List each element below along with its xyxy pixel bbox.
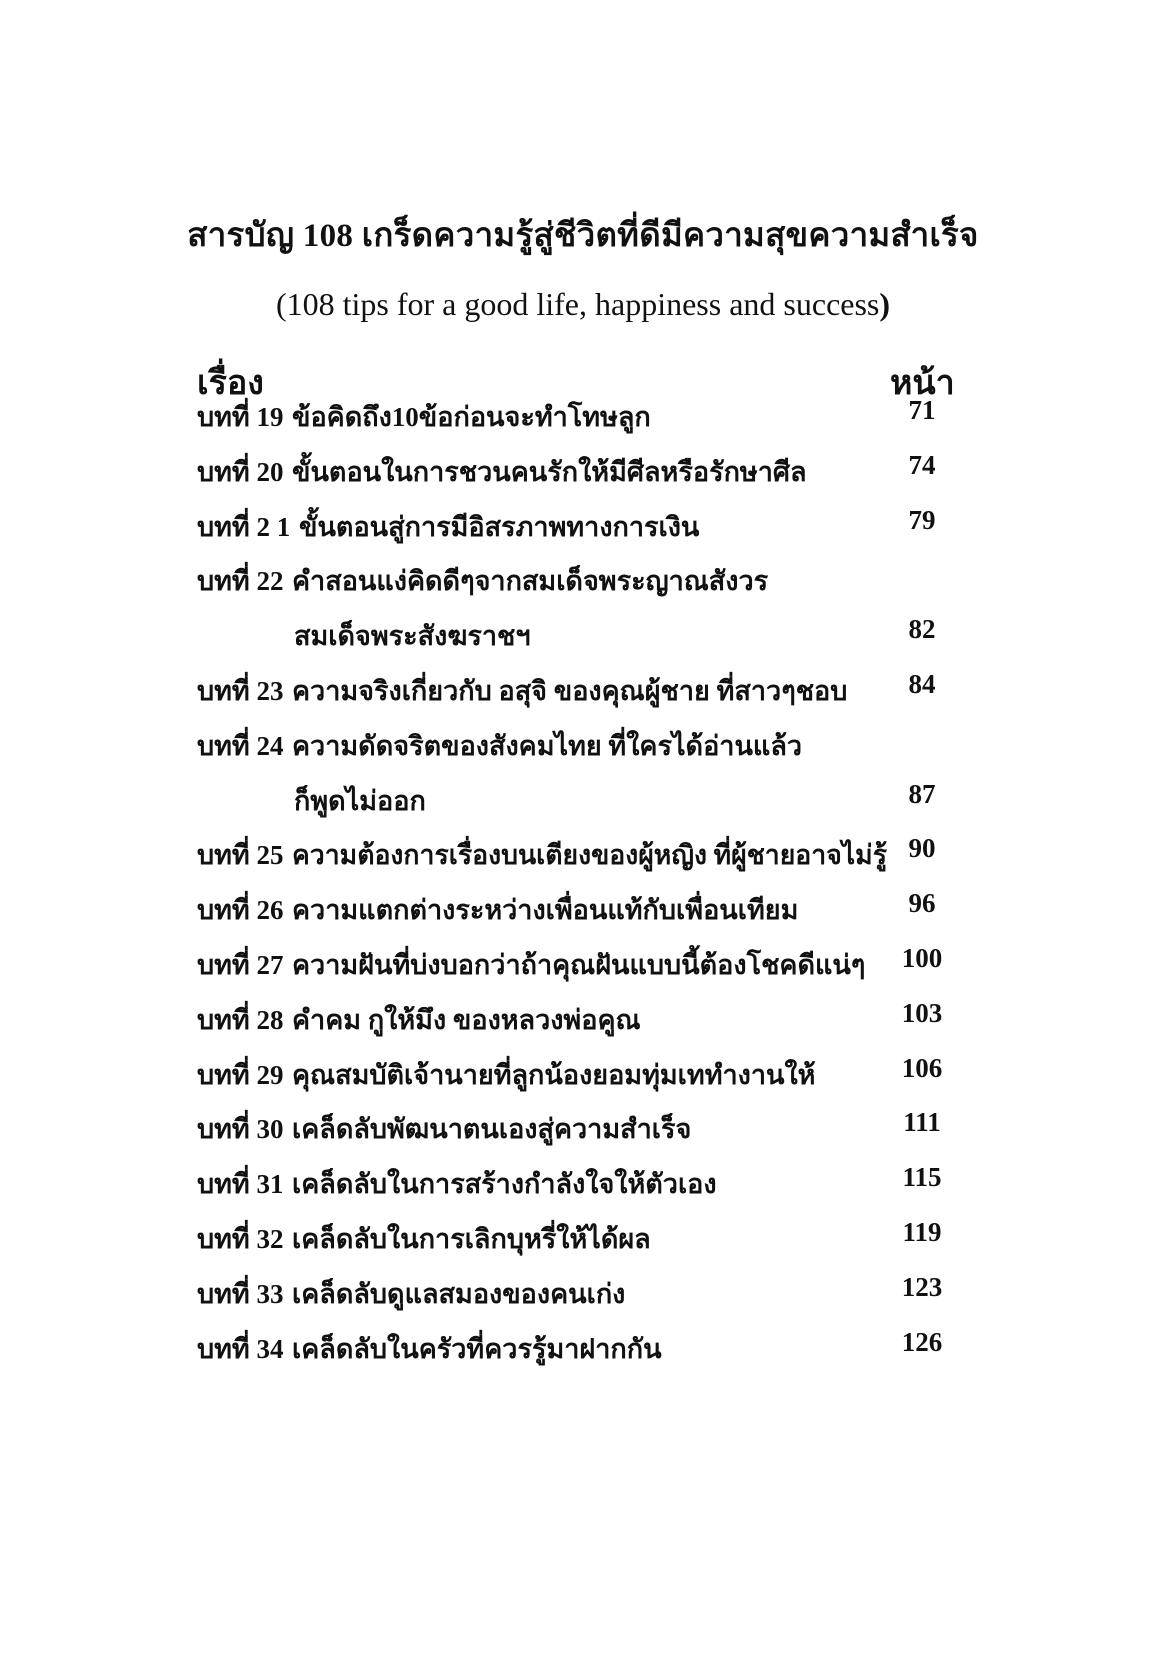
toc-entry (197, 505, 957, 549)
chapter-number: บทที่ 34 (197, 1334, 284, 1364)
chapter-title: สมเด็จพระสังฆราชฯ (294, 621, 531, 651)
toc-entry (197, 779, 957, 823)
chapter-title: ขั้นตอนในการชวนคนรักให้มีศีลหรือรักษาศีล (292, 457, 807, 487)
toc-entry (197, 614, 957, 658)
chapter-title: ขั้นตอนสู่การมีอิสรภาพทางการเงิน (299, 512, 700, 542)
chapter-title: คำคม กูให้มึง ของหลวงพ่อคูณ (292, 1005, 641, 1035)
chapter-title: เคล็ดลับดูแลสมองของคนเก่ง (292, 1279, 626, 1309)
page-number: 126 (901, 1327, 943, 1357)
toc-entry (197, 888, 957, 932)
chapter-title: เคล็ดลับในการเลิกบุหรี่ให้ได้ผล (292, 1224, 651, 1254)
page-title: สารบัญ 108 เกร็ดความรู้สู่ชีวิตที่ดีมีความสุขความสำเร็จ (187, 218, 979, 254)
page-number: 100 (901, 943, 943, 973)
chapter-number: บทที่ 33 (197, 1279, 284, 1309)
toc-entry (197, 669, 957, 713)
page-number: 79 (908, 505, 936, 535)
toc-entry (197, 943, 957, 987)
chapter-number: บทที่ 22 (197, 566, 284, 596)
chapter-title: เคล็ดลับพัฒนาตนเองสู่ความสำเร็จ (292, 1114, 692, 1144)
page-number: 82 (908, 614, 936, 644)
page-number: 119 (902, 1217, 942, 1247)
page-number: 106 (901, 1053, 943, 1083)
chapter-number: บทที่ 23 (197, 676, 284, 706)
toc-entry (197, 1162, 957, 1206)
chapter-number: บทที่ 2 1 (197, 512, 291, 542)
chapter-title: ก็พูดไม่ออก (294, 786, 426, 816)
chapter-number: บทที่ 19 (197, 402, 284, 432)
chapter-title: ข้อคิดถึง10ข้อก่อนจะทำโทษลูก (292, 402, 651, 432)
subtitle-text: (108 tips for a good life, happiness and success (275, 286, 880, 322)
chapter-number: บทที่ 26 (197, 895, 284, 925)
toc-entry (197, 395, 957, 439)
chapter-title: คุณสมบัติเจ้านายที่ลูกน้องยอมทุ่มเททำงานให้ (292, 1060, 816, 1090)
page-number: 103 (901, 998, 943, 1028)
toc-entry (197, 1272, 957, 1316)
chapter-title: ความต้องการเรื่องบนเตียงของผู้หญิง ที่ผู้ชายอาจไม่รู้ (292, 840, 887, 870)
chapter-title: เคล็ดลับในครัวที่ควรรู้มาฝากกัน (292, 1334, 662, 1364)
chapter-number: บทที่ 32 (197, 1224, 284, 1254)
chapter-number: บทที่ 24 (197, 731, 284, 761)
chapter-title: ความแตกต่างระหว่างเพื่อนแท้กับเพื่อนเทียม (292, 895, 799, 925)
page-number: 74 (908, 450, 936, 480)
chapter-number: บทที่ 27 (197, 950, 284, 980)
chapter-number: บทที่ 25 (197, 840, 284, 870)
page-column-header: หน้า (890, 365, 955, 402)
chapter-title: ความฝันที่บ่งบอกว่าถ้าคุณฝันแบบนี้ต้องโชคดีแน่ๆ (292, 950, 866, 980)
toc-entry (197, 559, 957, 603)
chapter-title: เคล็ดลับในการสร้างกำลังใจให้ตัวเอง (292, 1169, 717, 1199)
chapter-number: บทที่ 30 (197, 1114, 284, 1144)
toc-entry (197, 450, 957, 494)
page-number: 111 (903, 1107, 941, 1137)
page-number: 90 (908, 833, 936, 863)
page-number: 96 (908, 888, 936, 918)
toc-entry (197, 1053, 957, 1097)
chapter-title: ความจริงเกี่ยวกับ อสุจิ ของคุณผู้ชาย ที่สาวๆชอบ (292, 676, 848, 706)
page-number: 87 (908, 779, 936, 809)
chapter-number: บทที่ 28 (197, 1005, 284, 1035)
chapter-number: บทที่ 29 (197, 1060, 284, 1090)
chapter-number: บทที่ 20 (197, 457, 284, 487)
page-number: 115 (902, 1162, 942, 1192)
chapter-title: ความดัดจริตของสังคมไทย ที่ใครได้อ่านแล้ว (292, 731, 803, 761)
topic-column-header: เรื่อง (197, 365, 264, 402)
toc-entry (197, 724, 957, 768)
subtitle-close-paren: ) (879, 286, 891, 322)
chapter-title: คำสอนแง่คิดดีๆจากสมเด็จพระญาณสังวร (292, 566, 769, 596)
chapter-number: บทที่ 31 (197, 1169, 284, 1199)
toc-entry (197, 1327, 957, 1371)
toc-entry (197, 998, 957, 1042)
page-number: 84 (908, 669, 936, 699)
page-number: 123 (901, 1272, 943, 1302)
toc-entry (197, 1107, 957, 1151)
page-number: 71 (908, 395, 936, 425)
toc-entry (197, 833, 957, 877)
toc-entry (197, 1217, 957, 1261)
